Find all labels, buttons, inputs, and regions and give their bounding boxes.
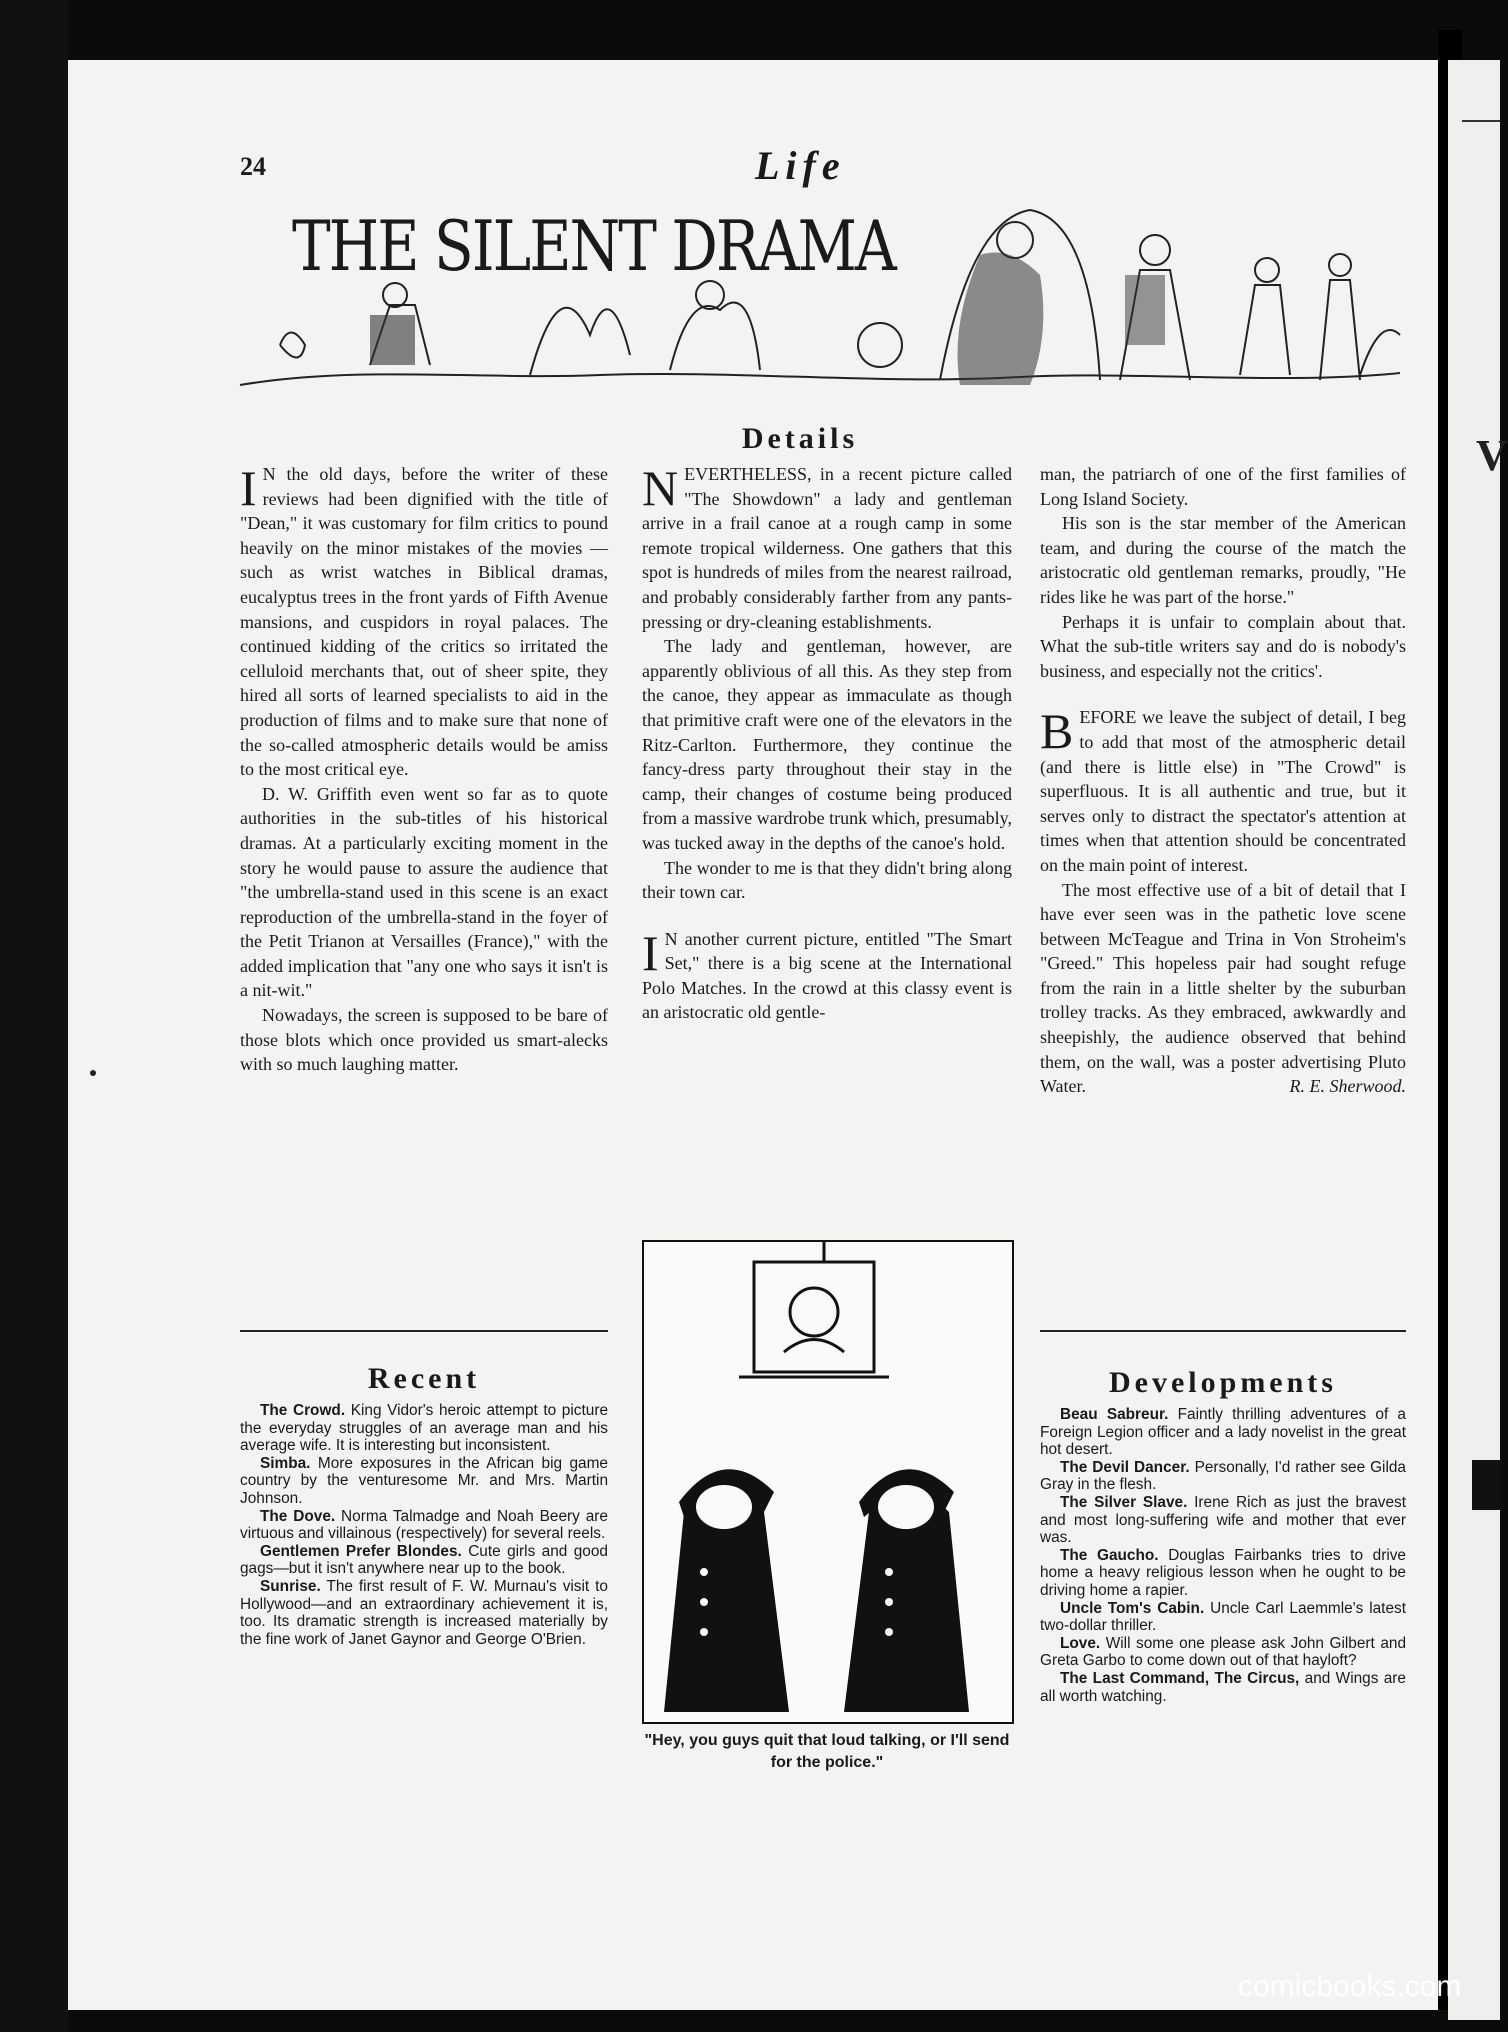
article-column-1 <box>240 462 608 1077</box>
film-review: Cute girls and good gags—but it isn't anywhere near up to the book. <box>240 1542 608 1578</box>
film-review: Faintly thrilling adventures of a Foreign Legion officer and a lady novelist in the great hot desert. <box>1040 1406 1406 1459</box>
film-review: Irene Rich as just the bravest and most long-suffering wife and mother that ever was. <box>1040 1493 1407 1547</box>
paragraph-text: EFORE we leave the subject of detail, I beg to add that most of the atmospheric detail (and there is little else) in "The Crowd" is superfluous. It is all authentic and true, but it serves only to distract the spectator's attention at times when that attention should be concentrated on the main point of interest. <box>1040 707 1406 875</box>
drop-cap: I <box>240 460 257 516</box>
film-title: Beau Sabreur. <box>1060 1406 1169 1423</box>
scan-left-edge <box>0 0 68 2032</box>
policemen-cartoon <box>644 1242 1012 1722</box>
developments-list <box>1040 1406 1406 1705</box>
film-title: The Dove. <box>260 1507 336 1525</box>
paragraph-text: The most effective use of a bit of detail that I have ever seen was in the pathetic love scene between McTeague and Trina in Von Stroheim's "Greed." This hopeless pair had sought refuge from the rain in a little shelter by the suburban trolley tracks. As they embraced, awkwardly and sheepishly, the audience observed that behind them, on the wall, was a poster advertising Pluto Water. <box>1040 879 1406 1097</box>
paragraph <box>1040 705 1406 877</box>
paragraph-text: EVERTHELESS, in a recent picture called "The Showdown" a lady and gentleman arrive in a frail canoe at a rough camp in some remote tropical wilderness. One gathers that this spot is hundreds of miles from the nearest railroad, and probably considerably farther from any pants-pressing or dry-cleaning establishments. <box>642 464 1012 632</box>
list-item <box>1040 1547 1406 1600</box>
paragraph: The wonder to me is that they didn't bring along their town car. <box>642 857 1012 903</box>
adjacent-page-rule <box>1462 120 1500 122</box>
paragraph-text: N another current picture, entitled "The Smart Set," there is a big scene at the International Polo Matches. In the crowd at this classy event is an aristocratic old gentle- <box>642 928 1012 1023</box>
list-item <box>1040 1406 1406 1459</box>
list-item <box>1040 1494 1406 1547</box>
film-review: Norma Talmadge and Noah Beery are virtuous and villainous (respectively) for several reels. <box>240 1507 608 1543</box>
list-item <box>1040 1670 1406 1705</box>
film-title: Love. <box>1060 1634 1101 1652</box>
film-title: Sunrise. <box>260 1577 321 1595</box>
film-title: Simba. <box>260 1454 311 1472</box>
list-item <box>240 1455 608 1508</box>
film-review: Uncle Carl Laemmle's latest two-dollar thriller. <box>1040 1599 1406 1635</box>
drop-cap: B <box>1040 703 1074 760</box>
paragraph <box>240 462 608 782</box>
film-review: King Vidor's heroic attempt to picture the everyday struggles of an average man and his average wife. It is interesting but inconsistent. <box>240 1402 608 1455</box>
byline: R. E. Sherwood. <box>1289 1076 1406 1097</box>
film-title: The Last Command, The Circus, <box>1060 1669 1300 1687</box>
paragraph-text: N the old days, before the writer of these reviews had been dignified with the title of "Dean," it was customary for film critics to pound heavily on the minor mistakes of the movies — such as wrist watches in Biblical dramas, eucalyptus trees in the front yards of Fifth Avenue mansions, and cuspidors in royal palaces. The continued kidding of the critics so irritated the celluloid merchants that, out of sheer spite, they hired all sorts of learned specialists to aid in the production of films and to make sure that none of the so-called atmospheric details would be amiss to the most critical eye. <box>240 464 608 780</box>
film-title: Uncle Tom's Cabin. <box>1060 1599 1205 1617</box>
paragraph: The lady and gentleman, however, are apparently oblivious of all this. As they step from the canoe, they appear as immaculate as though that primitive craft were one of the elevators in the Ritz-Carlton. Furthermore, they continue the fancy-dress party throughout their stay in the camp, their changes of costume being produced from a massive wardrobe trunk which, presumably, was tucked away in the depths of the canoe's hold. <box>642 636 1012 853</box>
film-review: Will some one please ask John Gilbert and Greta Garbo to come down out of that hayloft? <box>1040 1634 1407 1670</box>
list-item <box>1040 1459 1406 1494</box>
paragraph: His son is the star member of the American team, and during the course of the match the aristocratic old gentleman remarks, proudly, "He rides like he was part of the horse." <box>1040 513 1406 607</box>
drop-cap: N <box>642 460 679 516</box>
paragraph <box>642 924 1012 1025</box>
masthead-logo: Life <box>755 143 846 188</box>
article-column-2 <box>642 462 1012 1025</box>
developments-heading: Developments <box>1109 1366 1337 1399</box>
film-review: Personally, I'd rather see Gilda Gray in the flesh. <box>1040 1458 1406 1494</box>
page-number: 24 <box>240 152 266 181</box>
film-title: The Devil Dancer. <box>1060 1458 1190 1476</box>
film-title: The Crowd. <box>260 1402 346 1419</box>
drop-cap: I <box>642 924 659 981</box>
banner-title: THE SILENT DRAMA <box>292 205 895 287</box>
cartoon-caption: "Hey, you guys quit that loud talking, or I'll send for the police." <box>644 1732 1010 1771</box>
scan-speck <box>90 1070 96 1076</box>
site-watermark: comicbooks.com <box>1238 1970 1462 2003</box>
film-review: Douglas Fairbanks tries to drive home a heavy religious lesson when he ought to be driving home a rapier. <box>1040 1546 1406 1599</box>
cartoon-illustration <box>642 1240 1014 1724</box>
article-column-3 <box>1040 462 1406 1099</box>
adjacent-page-letter: V <box>1476 431 1508 480</box>
recent-list <box>240 1402 608 1648</box>
silent-drama-banner <box>240 195 1400 395</box>
recent-heading: Recent <box>367 1362 481 1395</box>
list-item <box>240 1578 608 1648</box>
film-title: The Gaucho. <box>1060 1546 1159 1564</box>
paragraph: Perhaps it is unfair to complain about that. What the sub-title writers say and do is nobody's business, and especially not the critics'. <box>1040 611 1406 681</box>
film-review: More exposures in the African big game country by the venturesome Mr. and Mrs. Martin Johnson. <box>240 1454 608 1507</box>
list-item <box>1040 1600 1406 1635</box>
film-review: and Wings are all worth watching. <box>1040 1669 1406 1705</box>
list-item <box>240 1508 608 1543</box>
paragraph <box>1040 878 1406 1099</box>
film-review: The first result of F. W. Murnau's visit to Hollywood—and an extraordinary achievement it is, too. Its dramatic strength is increased materially by the fine work of Janet Gaynor and George O'Brien. <box>240 1577 608 1648</box>
paragraph: Nowadays, the screen is supposed to be bare of those blots which once provided us smart-alecks with so much laughing matter. <box>240 1005 608 1075</box>
paragraph: D. W. Griffith even went so far as to quote authorities in the sub-titles of his historical dramas. At a particularly exciting moment in the story he would pause to assure the audience that "the umbrella-stand used in this scene is an exact reproduction of the umbrella-stand in the foyer of the Petit Trianon at Versailles (France)," with the added implication that "any one who says it isn't is a nit-wit." <box>240 783 608 1001</box>
list-item <box>240 1543 608 1578</box>
section-divider <box>1040 1330 1406 1332</box>
film-title: Gentlemen Prefer Blondes. <box>260 1542 462 1560</box>
adjacent-page <box>1448 60 1500 2020</box>
paragraph <box>642 462 1012 634</box>
details-heading: Details <box>741 422 859 455</box>
section-divider <box>240 1330 608 1332</box>
film-title: The Silver Slave. <box>1060 1493 1188 1511</box>
list-item <box>240 1402 608 1455</box>
paragraph: man, the patriarch of one of the first families of Long Island Society. <box>1040 464 1406 509</box>
list-item <box>1040 1635 1406 1670</box>
adjacent-page-mark <box>1472 1460 1500 1510</box>
